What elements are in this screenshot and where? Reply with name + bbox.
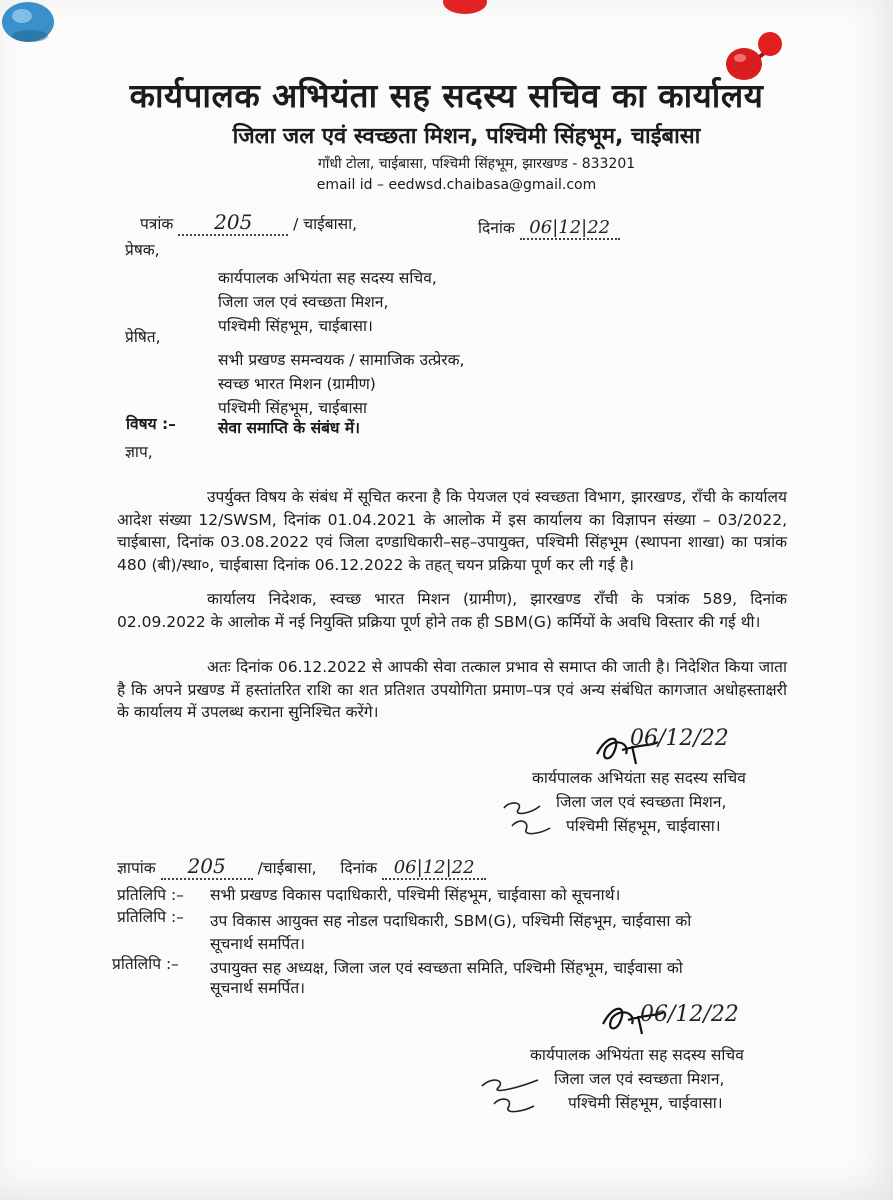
sender-line: कार्यपालक अभियंता सह सदस्य सचिव, <box>218 269 437 287</box>
sender-line: पश्चिमी सिंहभूम, चाईबासा। <box>218 317 373 335</box>
initials-mark <box>500 796 560 840</box>
ref-line <box>140 210 357 236</box>
subject-text: सेवा समाप्ति के संबंध में। <box>218 419 360 437</box>
copy-line: सूचनार्थ समर्पित। <box>210 935 306 953</box>
subject-label: विषय :– <box>126 415 176 433</box>
signatory-line: कार्यपालक अभियंता सह सदस्य सचिव <box>532 769 746 787</box>
memo-place: /चाईबासा, <box>257 859 317 877</box>
recipient-line: सभी प्रखण्ड समन्वयक / सामाजिक उत्प्रेरक, <box>218 351 465 369</box>
office-title: कार्यपालक अभियंता सह सदस्य सचिव का कार्यालय <box>129 76 764 115</box>
date-label: दिनांक <box>478 219 515 237</box>
copy-line: उपायुक्त सह अध्यक्ष, जिला जल एवं स्वच्छता समिति, पश्चिमी सिंहभूम, चाईवासा को <box>210 959 683 977</box>
paragraph-text: कार्यालय निदेशक, स्वच्छ भारत मिशन (ग्रामीण), झारखण्ड राँची के पत्रांक 589, दिनांक 02.09.2022 के आलोक में नई नियुक्ति प्रक्रिया पूर्ण होने तक ही SBM(G) कर्मियों के अवधि विस्तार की गई थी। <box>117 590 787 631</box>
memo-date-label: दिनांक <box>340 859 378 877</box>
sender-label: प्रेषक, <box>125 241 160 259</box>
memo-label: ज्ञाप, <box>125 443 153 461</box>
copy-label: प्रतिलिपि :– <box>117 908 184 926</box>
signatory-line: जिला जल एवं स्वच्छता मिशन, <box>554 1070 725 1088</box>
recipient-line: पश्चिमी सिंहभूम, चाईबासा <box>218 399 368 417</box>
signature-date: 06/12/22 <box>640 1002 739 1027</box>
sender-line: जिला जल एवं स्वच्छता मिशन, <box>218 293 389 311</box>
signatory-line: पश्चिमी सिंहभूम, चाईवासा। <box>568 1094 723 1112</box>
signatory-line: पश्चिमी सिंहभूम, चाईवासा। <box>566 817 721 835</box>
body-paragraph <box>117 588 787 633</box>
initials-mark <box>478 1072 558 1116</box>
red-pin-icon <box>440 0 490 24</box>
paragraph-text: उपर्युक्त विषय के संबंध में सूचित करना है कि पेयजल एवं स्वच्छता विभाग, झारखण्ड, राँची के कार्यालय आदेश संख्या 12/SWSM, दिनांक 01.04.2021 के आलोक में इस कार्यालय का विज्ञापन संख्या – 03/2022, चाईबासा, दिनांक 03.08.2022 एवं जिला दण्डाधिकारी–सह–उपायुक्त, पश्चिमी सिंहभूम (स्थापना शाखा) का पत्रांक 480 (बी)/स्था०, चाईबासा दिनांक 06.12.2022 के तहत् चयन प्रक्रिया पूर्ण कर ली गई है। <box>117 488 787 574</box>
copy-line: उप विकास आयुक्त सह नोडल पदाधिकारी, SBM(G), पश्चिमी सिंहभूम, चाईवासा को <box>210 912 692 930</box>
signatory-line: जिला जल एवं स्वच्छता मिशन, <box>556 793 727 811</box>
signature-date: 06/12/22 <box>630 726 729 751</box>
ref-label: पत्रांक <box>140 215 174 233</box>
date-value: 06|12|22 <box>520 217 620 240</box>
copy-line: सूचनार्थ समर्पित। <box>210 979 306 997</box>
blue-pin-icon <box>0 0 70 64</box>
memo-line <box>117 854 486 880</box>
signatory-line: कार्यपालक अभियंता सह सदस्य सचिव <box>530 1046 744 1064</box>
copy-label: प्रतिलिपि :– <box>112 955 179 973</box>
ref-place: / चाईबासा, <box>293 215 358 233</box>
office-email: email id – eedwsd.chaibasa@gmail.com <box>316 177 597 193</box>
copy-line: सभी प्रखण्ड विकास पदाधिकारी, पश्चिमी सिंहभूम, चाईवासा को सूचनार्थ। <box>210 886 621 904</box>
office-subtitle: जिला जल एवं स्वच्छता मिशन, पश्चिमी सिंहभूम, चाईबासा <box>232 124 701 149</box>
recipient-line: स्वच्छ भारत मिशन (ग्रामीण) <box>218 375 376 393</box>
body-paragraph <box>117 656 787 724</box>
recipient-label: प्रेषित, <box>125 328 161 346</box>
memo-number: 205 <box>161 854 253 880</box>
memo-date-value: 06|12|22 <box>382 857 486 880</box>
paragraph-text: अतः दिनांक 06.12.2022 से आपकी सेवा तत्काल प्रभाव से समाप्त की जाती है। निदेशित किया जाता है कि अपने प्रखण्ड में हस्तांतरित राशि का शत प्रतिशत उपयोगिता प्रमाण–पत्र एवं अन्य संबंधित कागजात अधोहस्ताक्षरी के कार्यालय में उपलब्ध कराना सुनिश्चित करेंगे। <box>117 658 787 721</box>
body-paragraph <box>117 486 787 576</box>
copy-label: प्रतिलिपि :– <box>117 886 184 904</box>
date-line <box>478 216 620 240</box>
ref-number: 205 <box>178 210 288 236</box>
office-address: गाँधी टोला, चाईबासा, पश्चिमी सिंहभूम, झारखण्ड - 833201 <box>317 156 636 172</box>
memo-no-label: ज्ञापांक <box>117 859 156 877</box>
